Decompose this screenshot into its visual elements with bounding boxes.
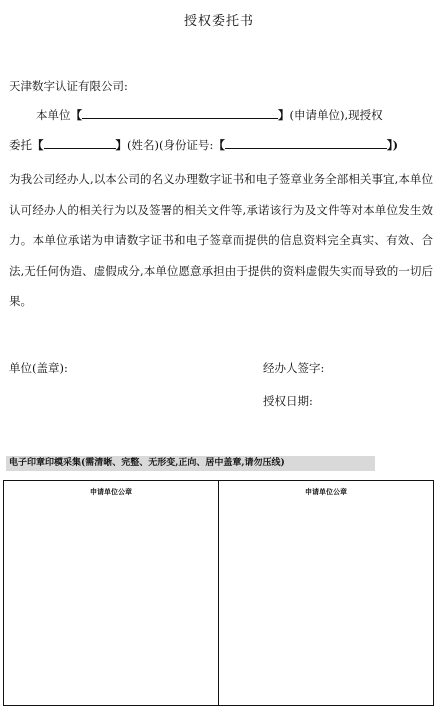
line1-suffix: (申请单位),现授权 (289, 108, 383, 122)
line2-suffix: ) (392, 138, 399, 152)
line2-bracket-close2: 】 (386, 138, 393, 152)
seal-collection-header: 电子印章印模采集(需清晰、完整、无形变,正向、居中盖章,请勿压线) (6, 456, 375, 471)
line2-middle: (姓名)(身份证号: (127, 138, 214, 152)
seal-cell-label: 申请单位公章 (90, 487, 132, 496)
agent-signature-label: 经办人签字: (263, 361, 325, 375)
line1-prefix: 本单位 (36, 108, 71, 122)
authorization-paragraph: 为我公司经办人,以本公司的名义办理数字证书和电子签章业务全部相关事宜,本单位认可经办人的相关行为以及签署的相关文件等,承诺该行为及文件等对本单位发生效力。本单位承诺为申请数字证书和电子签章而提供的信息资料完全真实、有效、合法,无任何伪造、虚假成分,本单位愿意承担由于提供的资料虚假失实而导致的一切后果。 (9, 172, 433, 308)
addressee: 天津数字认证有限公司: (9, 79, 128, 93)
seal-collection-table (3, 480, 434, 706)
line2-prefix: 委托 (9, 138, 32, 152)
agent-line (9, 137, 398, 153)
document-title: 授权委托书 (183, 14, 254, 29)
authorization-date-label: 授权日期: (263, 394, 313, 408)
seal-cell-right[interactable] (218, 481, 433, 705)
line2-bracket-open: 【 (32, 138, 44, 152)
line1-bracket-open: 【 (70, 108, 82, 122)
applicant-unit-blank[interactable] (82, 108, 278, 119)
id-number-blank[interactable] (225, 138, 387, 149)
unit-seal-label: 单位(盖章): (9, 361, 68, 375)
seal-cell-left[interactable] (4, 481, 218, 705)
line2-bracket-close: 】 (115, 138, 127, 152)
agent-name-blank[interactable] (44, 138, 116, 149)
seal-cell-label: 申请单位公章 (305, 487, 347, 496)
line2-bracket-open2: 【 (213, 138, 225, 152)
line1-bracket-close: 】 (278, 108, 290, 122)
applicant-unit-line (36, 107, 383, 123)
